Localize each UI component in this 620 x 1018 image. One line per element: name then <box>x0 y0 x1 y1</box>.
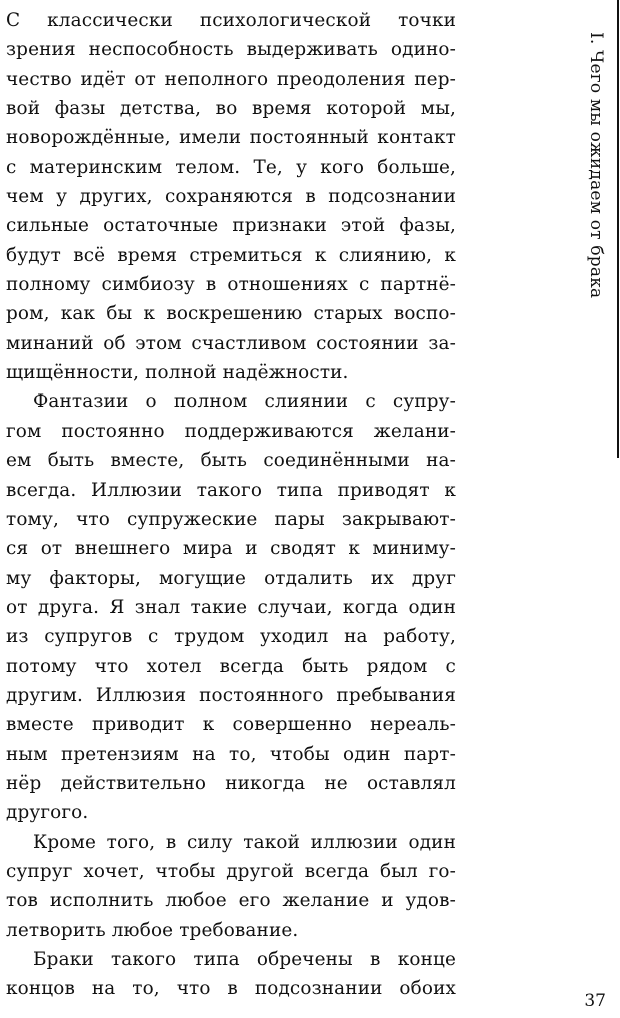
text-line: потому что хотел всегда быть рядом с <box>6 655 456 677</box>
text-line: тому, что супружеские пары закрывают- <box>6 508 456 530</box>
running-head-rule <box>617 0 619 458</box>
text-line: Фантазии о полном слиянии с супру- <box>33 391 456 413</box>
text-line: вой фазы детства, во время которой мы, <box>6 98 456 120</box>
text-line: ром, как бы к воскрешению старых воспо- <box>6 303 456 325</box>
running-head: I. Чего мы ожидаем от брака <box>586 32 606 299</box>
text-line: всегда. Иллюзии такого типа приводят к <box>6 479 456 501</box>
text-line: сильные остаточные признаки этой фазы, <box>6 215 456 237</box>
text-line: Кроме того, в силу такой иллюзии один <box>33 831 456 853</box>
text-line: ся от внешнего мира и сводят к миниму- <box>6 538 456 560</box>
text-line: будут всё время стремиться к слиянию, к <box>6 244 456 266</box>
text-line: другим. Иллюзия постоянного пребывания <box>6 684 456 706</box>
text-line: тов исполнить любое его желание и удов- <box>6 890 456 912</box>
text-line: минаний об этом счастливом состоянии за- <box>6 332 456 354</box>
text-line: вместе приводит к совершенно нереаль- <box>6 714 456 736</box>
text-line: гом постоянно поддерживаются желани- <box>6 420 456 442</box>
text-line: от друга. Я знал такие случаи, когда один <box>6 596 456 618</box>
text-line: супруг хочет, чтобы другой всегда был го- <box>6 860 456 882</box>
text-line: чем у других, сохраняются в подсознании <box>6 186 456 208</box>
text-line: концов на то, что в подсознании обоих <box>6 978 456 1000</box>
text-line: нёр действительно никогда не оставлял <box>6 772 456 794</box>
text-line: другого. <box>6 802 89 824</box>
text-line: му факторы, могущие отдалить их друг <box>6 567 456 589</box>
text-line: С классически психологической точки <box>6 10 456 31</box>
text-line: зрения неспособность выдерживать одино- <box>6 39 456 61</box>
page-number: 37 <box>584 991 606 1011</box>
text-line: из супругов с трудом уходил на работу, <box>6 626 456 648</box>
text-line: ным претензиям на то, чтобы один парт- <box>6 743 456 765</box>
text-line: полному симбиозу в отношениях с партнё- <box>6 274 456 296</box>
text-line: с материнским телом. Те, у кого больше, <box>6 156 456 178</box>
text-line: новорождённые, имели постоянный контакт <box>6 127 456 149</box>
text-line: ем быть вместе, быть соединёнными на- <box>6 450 456 472</box>
text-line: Браки такого типа обречены в конце <box>33 949 456 970</box>
text-line: щищённости, полной надёжности. <box>6 362 349 384</box>
text-line: летворить любое требование. <box>6 919 299 941</box>
text-line: чество идёт от неполного преодоления пер- <box>6 68 456 90</box>
main-text <box>6 6 456 1004</box>
